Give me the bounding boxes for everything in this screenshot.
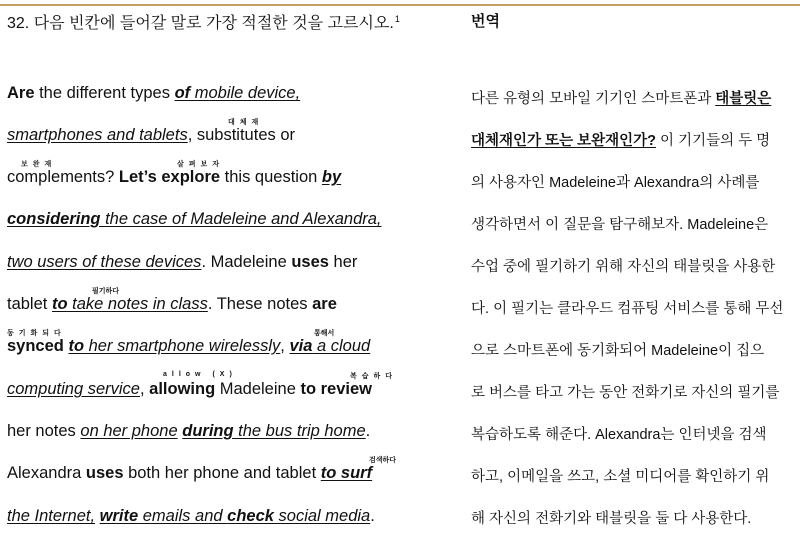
english-segment: write (99, 507, 139, 525)
translation-title: 번역 (471, 13, 500, 30)
passage-line (7, 378, 372, 400)
translation-segment: 대체재인가 또는 보완재인가? (471, 133, 656, 149)
translation-segment: 으로 스마트폰에 동기화되어 Madeleine이 집으 (471, 343, 765, 359)
translation-segment: 해 자신의 전화기와 태블릿을 둘 다 사용한다. (471, 511, 752, 527)
english-segment: . Madeleine (201, 253, 292, 271)
translation-line (471, 340, 764, 362)
english-segment: tablet (7, 295, 52, 313)
translation-line (471, 424, 767, 446)
translation-segment: 생각하면서 이 질문을 탐구해보자. Madeleine은 (471, 217, 769, 233)
translation-segment: 복습하도록 해준다. Alexandra는 인터넷을 검색 (471, 427, 767, 443)
english-segment: Alexandra (7, 464, 86, 482)
translation-segment: 이 기기들의 두 명 (656, 133, 771, 149)
english-segment: by (321, 168, 342, 186)
passage-line (7, 420, 370, 442)
english-segment: Are (7, 84, 35, 102)
translation-segment: 로 버스를 타고 가는 동안 전화기로 자신의 필기를 (471, 385, 780, 401)
english-segment: social media (273, 507, 371, 525)
english-segment: emails and (138, 507, 228, 525)
english-segment: a cloud (312, 337, 371, 355)
english-segment: smartphones and tablets (7, 126, 188, 144)
english-segment: this question (220, 168, 322, 186)
annotation-via: 통해서 (314, 330, 335, 337)
passage-line (7, 124, 295, 146)
english-segment: . (365, 422, 371, 440)
english-segment: to (51, 295, 68, 313)
english-segment: two users of these devices (7, 253, 202, 271)
english-segment: complements? (7, 168, 119, 186)
english-segment: considering (7, 210, 101, 228)
passage-line (7, 251, 357, 273)
translation-segment: 태블릿은 (715, 91, 772, 107)
english-segment: allowing (149, 380, 216, 398)
english-segment: , substitutes or (187, 126, 296, 144)
translation-line (471, 256, 775, 278)
annotation-take-notes: 필기하다 (92, 288, 120, 295)
english-segment: to surf (320, 464, 373, 482)
english-segment: , (139, 380, 150, 398)
english-segment: via (289, 337, 313, 355)
english-segment: computing service (7, 380, 140, 398)
english-segment: Let’s explore (118, 168, 221, 186)
english-segment: Madeleine (215, 380, 301, 398)
translation-segment: 다. 이 필기는 클라우드 컴퓨팅 서비스를 통해 무선 (471, 301, 784, 317)
english-segment: of (174, 84, 191, 102)
translation-line (471, 130, 770, 152)
translation-line (471, 382, 779, 404)
translation-line (471, 172, 759, 194)
english-segment: both her phone and tablet (123, 464, 321, 482)
english-segment: uses (85, 464, 124, 482)
top-rule (0, 4, 800, 6)
translation-segment: 다른 유형의 모바일 기기인 스마트폰과 (471, 91, 716, 107)
english-segment: to (68, 337, 85, 355)
english-segment: . (370, 507, 375, 525)
question-title (7, 10, 400, 33)
translation-segment: 의 사용자인 Madeleine과 Alexandra의 사례를 (471, 175, 760, 191)
english-segment: are (312, 295, 337, 313)
translation-line (471, 88, 771, 110)
annotation-synced: 동기화되다 (7, 330, 66, 337)
english-segment: the different types (34, 84, 175, 102)
translation-segment: 수업 중에 필기하기 위해 자신의 태블릿을 사용한 (471, 259, 776, 275)
annotation-explore: 살펴보자 (177, 161, 225, 168)
translation-line (471, 508, 751, 530)
english-segment: her smartphone wirelessly (84, 337, 281, 355)
english-segment: the bus trip home (233, 422, 366, 440)
footnote-mark: 1 (394, 13, 400, 24)
translation-line (471, 214, 768, 236)
annotation-substitutes: 대체재 (228, 119, 264, 126)
english-segment: her notes (7, 422, 81, 440)
english-segment: to review (300, 380, 372, 398)
passage-line (7, 462, 372, 484)
question-text: 32. 다음 빈칸에 들어갈 말로 가장 적절한 것을 고르시오. (7, 15, 394, 32)
english-segment: take notes in class (67, 295, 208, 313)
translation-line (471, 466, 769, 488)
english-segment: uses (291, 253, 329, 271)
passage-line (7, 82, 300, 104)
english-segment: mobile device, (190, 84, 301, 102)
english-segment: . These notes (207, 295, 313, 313)
english-segment: on her phone (80, 422, 178, 440)
passage-line (7, 505, 375, 527)
annotation-surf: 검색하다 (369, 457, 397, 464)
english-segment: , (280, 337, 290, 355)
passage-line (7, 166, 341, 188)
annotation-allowing: allow (X) (163, 371, 237, 378)
english-segment: check (227, 507, 274, 525)
passage-line (7, 293, 337, 315)
passage-line (7, 208, 382, 230)
passage-line (7, 335, 370, 357)
english-segment: the case of Madeleine and Alexandra, (100, 210, 382, 228)
english-segment: during (182, 422, 234, 440)
english-segment: her (328, 253, 358, 271)
annotation-complements: 보완재 (21, 161, 57, 168)
translation-line (471, 298, 783, 320)
translation-segment: 하고, 이메일을 쓰고, 소셜 미디어를 확인하기 위 (471, 469, 770, 485)
english-segment: the Internet, (7, 507, 96, 525)
annotation-review: 복습하다 (350, 373, 398, 380)
english-segment: synced (7, 337, 64, 355)
